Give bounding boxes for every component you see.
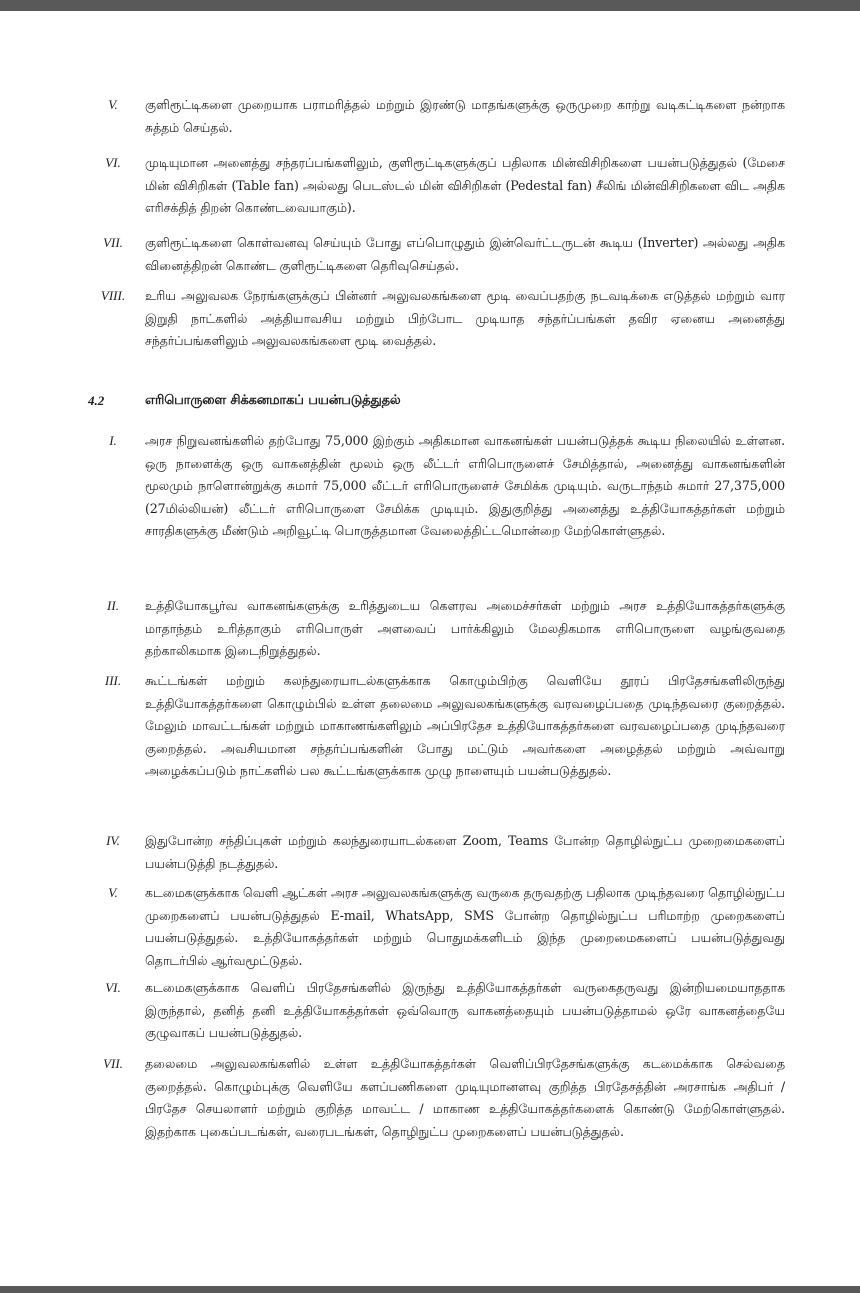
- list-item-text: தலைமை அலுவலகங்களில் உள்ள உத்தியோகத்தர்கள் வெளிப்பிரதேசங்களுக்கு கடமைக்காக செல்வதை குறைத்தல். கொழும்புக்கு வெளியே களப்பணிகளை முடியுமானளவு குறித்த பிரதேசத்தின் அரசாங்க அதிபர் / பிரதேச செயலாளர் மற்றும் குறித்த மாவட்ட / மாகாண உத்தியோகத்தர்களைக் கொண்டு மேற்கொள்ளுதல். இதற்காக புகைப்படங்கள், வரைபடங்கள், தொழிநுட்ப முறைகளைப் பயன்படுத்துதல்.: [145, 1056, 785, 1139]
- list-item-number: II.: [107, 598, 119, 613]
- list-item-text: உத்தியோகபூர்வ வாகனங்களுக்கு உரித்துடைய கௌரவ அமைச்சர்கள் மற்றும் அரச உத்தியோகத்தர்களுக்கு மாதாந்தம் உரித்தாகும் எரிபொருள் அளவைப் பார்க்கிலும் மேலதிகமாக எரிபொருளை வழங்குவதை தற்காலிகமாக இடைநிறுத்துதல்.: [145, 598, 785, 658]
- list-item-number: I.: [109, 433, 117, 448]
- section-number: 4.2: [88, 393, 105, 408]
- list-item-number: VI.: [105, 980, 121, 995]
- list-item-number: VIII.: [100, 288, 126, 303]
- list-item-text: கூட்டங்கள் மற்றும் கலந்துரையாடல்களுக்காக கொழும்பிற்கு வெளியே தூரப் பிரதேசங்களிலிருந்து உத்தியோகத்தர்களை கொழும்பில் உள்ள தலைமை அலுவலகங்களுக்கு வரவழைப்பதை முடிந்தவரை குறைத்தல். மேலும் மாவட்டங்கள் மற்றும் மாகாணங்களிலும் அப்பிரதேச உத்தியோகத்தர்களை வரவழைப்பதை முடிந்தவரை குறைத்தல். அவசியமான சந்தர்ப்பங்களின் போது மட்டும் அவர்களை அழைத்தல் மற்றும் அவ்வாறு அழைக்கப்படும் நாட்களில் பல கூட்டங்களுக்காக முழு நாளையும் பயன்படுத்துதல்.: [145, 673, 785, 778]
- list-item-number: III.: [104, 673, 122, 688]
- list-item-number: VII.: [103, 1056, 123, 1071]
- list-item-text: குளிரூட்டிகளை முறையாக பராமரித்தல் மற்றும் இரண்டு மாதங்களுக்கு ஒருமுறை காற்று வடிகட்டிகளை நன்றாக சுத்தம் செய்தல்.: [145, 97, 785, 135]
- list-item-number: VII.: [103, 235, 123, 250]
- list-item-number: V.: [108, 885, 118, 900]
- list-item-number: V.: [108, 97, 118, 112]
- list-item-number: VI.: [105, 155, 121, 170]
- list-item-text: முடியுமான அனைத்து சந்தரப்பங்களிலும், குளிரூட்டிகளுக்குப் பதிலாக மின்விசிறிகளை பயன்படுத்துதல் (மேசை மின் விசிறிகள் (Table fan) அல்லது பெடஸ்டல் மின் விசிறிகள் (Pedestal fan) சீலிங் மின்விசிறிகளை விட அதிக எரிசக்தித் திறன் கொண்டவையாகும்).: [145, 155, 785, 215]
- list-item-number: IV.: [106, 833, 120, 848]
- list-item-text: அரச நிறுவனங்களில் தற்போது 75,000 இற்கும் அதிகமான வாகனங்கள் பயன்படுத்தக் கூடிய நிலையில் உள்ளன. ஒரு நாளைக்கு ஒரு வாகனத்தின் மூலம் ஒரு லீட்டர் எரிபொருளைச் சேமித்தால், அனைத்து வாகனங்களின் மூலமும் நாளொன்றுக்கு சுமார் 75,000 லீட்டர் எரிபொருளைச் சேமிக்க முடியும். வருடாந்தம் சுமார் 27,375,000 (27மில்லியன்) லீட்டர் எரிபொருளை சேமிக்க முடியும். இதுகுறித்து அனைத்து உத்தியோகத்தர்கள் மற்றும் சாரதிகளுக்கு மீண்டும் அறிவூட்டி பொருத்தமான வேலைத்திட்டமொன்றை மேற்கொள்ளுதல்.: [145, 433, 785, 538]
- list-item-text: இதுபோன்ற சந்திப்புகள் மற்றும் கலந்துரையாடல்களை Zoom, Teams போன்ற தொழில்நுட்ப முறைமைகளைப் பயன்படுத்தி நடத்துதல்.: [145, 833, 785, 871]
- list-item-text: குளிரூட்டிகளை கொள்வனவு செய்யும் போது எப்பொழுதும் இன்வெர்ட்டருடன் கூடிய (Inverter) அல்லது அதிக வினைத்திறன் கொண்ட குளிரூட்டிகளை தெரிவுசெய்தல்.: [145, 235, 785, 273]
- list-item-text: கடமைகளுக்காக வெளி ஆட்கள் அரச அலுவலகங்களுக்கு வருகை தருவதற்கு பதிலாக முடிந்தவரை தொழில்நுட்ப முறைகளைப் பயன்படுத்துதல் E-mail, WhatsApp, SMS போன்ற தொழில்நுட்ப பரிமாற்ற முறைகளைப் பயன்படுத்துதல். உத்தியோகத்தர்கள் மற்றும் பொதுமக்களிடம் இந்த முறைமைகளைப் பயன்படுத்துவது தொடர்பில் ஆர்வமூட்டுதல்.: [145, 885, 785, 968]
- viewer-bottom-bar: [0, 1286, 860, 1293]
- list-item-text: கடமைகளுக்காக வெளிப் பிரதேசங்களில் இருந்து உத்தியோகத்தர்கள் வருகைதருவது இன்றியமையாததாக இருந்தால், தனித் தனி உத்தியோகத்தர்கள் ஒவ்வொரு வாகனத்தையும் பயன்படுத்தாமல் ஒரே வாகனத்தையே குழுவாகப் பயன்படுத்துதல்.: [145, 980, 785, 1040]
- section-title: எரிபொருளை சிக்கனமாகப் பயன்படுத்துதல்: [145, 393, 401, 408]
- list-item-text: உரிய அலுவலக நேரங்களுக்குப் பின்னர் அலுவலகங்களை மூடி வைப்பதற்கு நடவடிக்கை எடுத்தல் மற்றும் வார இறுதி நாட்களில் அத்தியாவசிய மற்றும் பிற்போட முடியாத சந்தர்ப்பங்கள் தவிர ஏனைய அனைத்து சந்தர்ப்பங்களிலும் அலுவலகங்களை மூடி வைத்தல்.: [145, 288, 785, 348]
